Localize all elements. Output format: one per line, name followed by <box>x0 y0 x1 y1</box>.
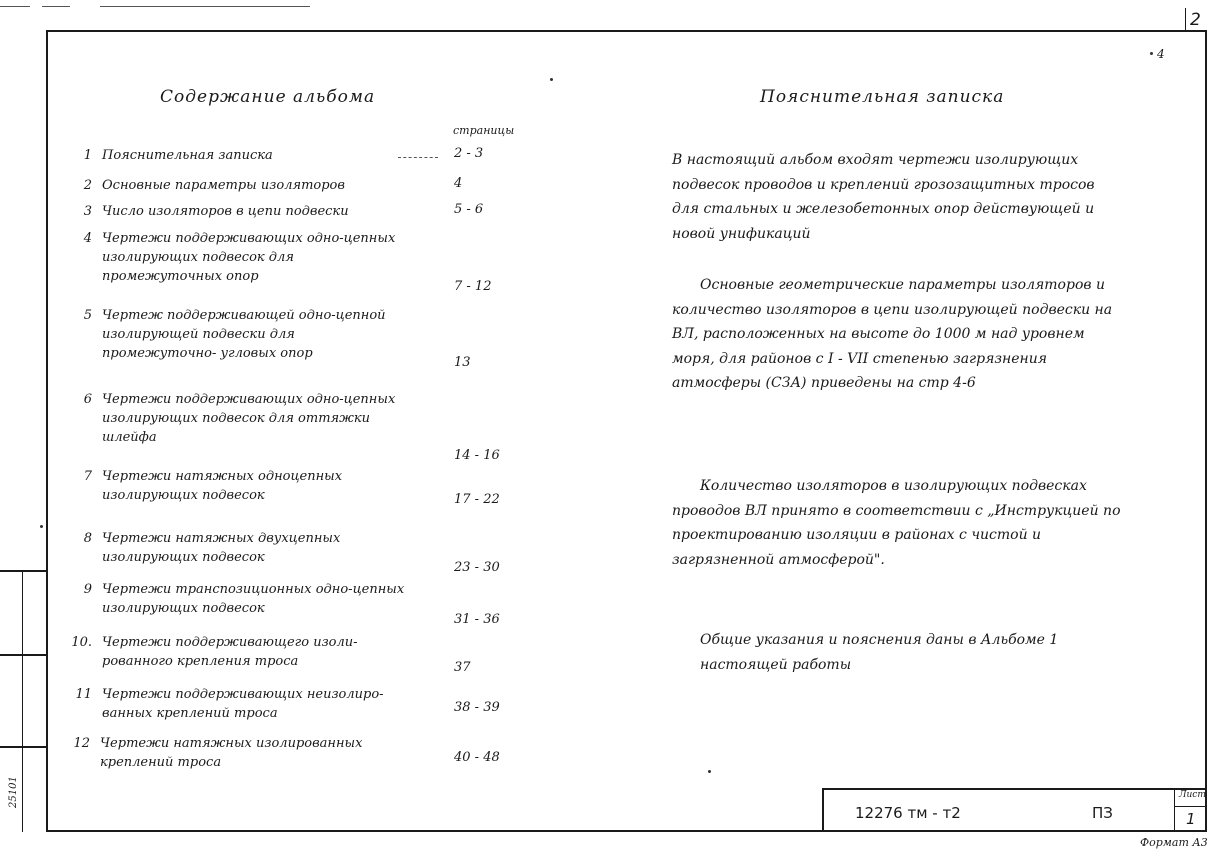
top-border-mark <box>0 6 30 7</box>
document-type: ПЗ <box>1092 804 1113 822</box>
toc-item-number: 6 <box>83 392 92 407</box>
toc-item-text: Чертежи поддерживающих одно-цепных изолирующих подвесок для промежуточных опор <box>102 231 396 284</box>
sheet-label: Лист <box>1179 790 1206 800</box>
toc-item-number: 9 <box>83 582 92 597</box>
toc-item-number: 7 <box>83 469 92 484</box>
toc-item-pages: 17 - 22 <box>454 492 500 507</box>
scan-speck <box>708 770 711 773</box>
toc-item-pages: 40 - 48 <box>454 750 500 765</box>
toc-item-pages: 5 - 6 <box>454 202 484 217</box>
toc-item-number: 11 <box>75 687 92 702</box>
toc-item-number: 5 <box>83 308 92 323</box>
toc-item-number: 3 <box>83 204 92 219</box>
stamp-strip <box>0 570 46 832</box>
toc-title: Содержание альбома <box>160 87 376 107</box>
note-paragraph: Общие указания и пояснения даны в Альбоме 1 настоящей работы <box>700 632 1059 673</box>
scan-speck <box>40 525 43 528</box>
toc-item-text: Чертежи натяжных двухцепных изолирующих подвесок <box>102 531 341 565</box>
note-paragraph: Количество изоляторов в изолирующих подвесках проводов ВЛ принято в соответствии с „Инструкцией по проектированию изоляции в районах с чистой и загрязненной атмосферой". <box>672 478 1121 568</box>
toc-item-pages: 14 - 16 <box>454 448 500 463</box>
toc-item-text: Чертежи транспозиционных одно-цепных изолирующих подвесок <box>102 582 405 616</box>
stamp-line <box>0 654 46 656</box>
toc-item-pages: 7 - 12 <box>454 279 492 294</box>
stamp-line <box>0 570 46 572</box>
toc-item-pages: 37 <box>454 660 471 675</box>
toc-item-text: Чертежи поддерживающих одно-цепных изолирующих подвесок для оттяжки шлейфа <box>102 392 396 445</box>
toc-item-number: 10. <box>71 635 92 650</box>
toc-item-number: 2 <box>83 178 92 193</box>
document-code: 12276 тм - т2 <box>855 804 961 822</box>
format-label: Формат А3 <box>1140 836 1208 849</box>
toc-item-pages: 2 - 3 <box>454 146 484 161</box>
toc-item-number: 1 <box>83 148 92 163</box>
toc-item-text: Чертежи натяжных одноцепных изолирующих подвесок <box>102 469 343 503</box>
top-border-mark <box>42 6 70 7</box>
toc-item-text: Основные параметры изоляторов <box>102 178 345 193</box>
title-block-divider <box>1174 806 1207 807</box>
note-title: Пояснительная записка <box>760 87 1005 107</box>
toc-item-text: Чертежи натяжных изолированных креплений троса <box>100 736 363 770</box>
toc-item-pages: 4 <box>454 176 463 191</box>
toc-item-text: Чертежи поддерживающих неизолиро-ванных креплений троса <box>102 687 384 721</box>
toc-item-text: Чертежи поддерживающего изоли-рованного крепления троса <box>102 635 358 669</box>
sheet-number: 1 <box>1186 810 1196 828</box>
toc-item-number: 8 <box>83 531 92 546</box>
toc-item-text: Пояснительная записка <box>102 148 273 163</box>
corner-mark: 4 <box>1157 47 1165 61</box>
stamp-column <box>22 570 23 832</box>
page-number: 2 <box>1190 10 1201 30</box>
note-paragraph: В настоящий альбом входят чертежи изолирующих подвесок проводов и креплений грозозащитных тросов для стальных и железобетонных опор действующей и новой унификаций <box>672 152 1095 242</box>
toc-item-number: 12 <box>73 736 90 751</box>
toc-pages-header: страницы <box>453 124 515 137</box>
toc-item-text: Чертеж поддерживающей одно-цепной изолирующей подвески для промежуточно- угловых опор <box>102 308 386 361</box>
toc-item-pages: 23 - 30 <box>454 560 500 575</box>
title-block-divider <box>1174 788 1175 832</box>
stamp-line <box>0 746 46 748</box>
toc-item-pages: 38 - 39 <box>454 700 500 715</box>
toc-item-pages: 31 - 36 <box>454 612 500 627</box>
scan-speck <box>1150 52 1153 55</box>
top-border-mark <box>100 6 310 7</box>
toc-item-text: Число изоляторов в цепи подвески <box>102 204 349 219</box>
inventory-number: 25101 <box>8 776 19 808</box>
toc-item-number: 4 <box>83 231 92 246</box>
note-paragraph: Основные геометрические параметры изоляторов и количество изоляторов в цепи изолирующей подвески на ВЛ, расположенных на высоте до 1000 м над уровнем моря, для районов с I - VII степенью загрязнения атмосферы (СЗА) приведены на стр 4-6 <box>672 277 1113 391</box>
toc-item-pages: 13 <box>454 355 471 370</box>
page-number-divider <box>1185 8 1186 30</box>
scan-speck <box>550 78 553 81</box>
